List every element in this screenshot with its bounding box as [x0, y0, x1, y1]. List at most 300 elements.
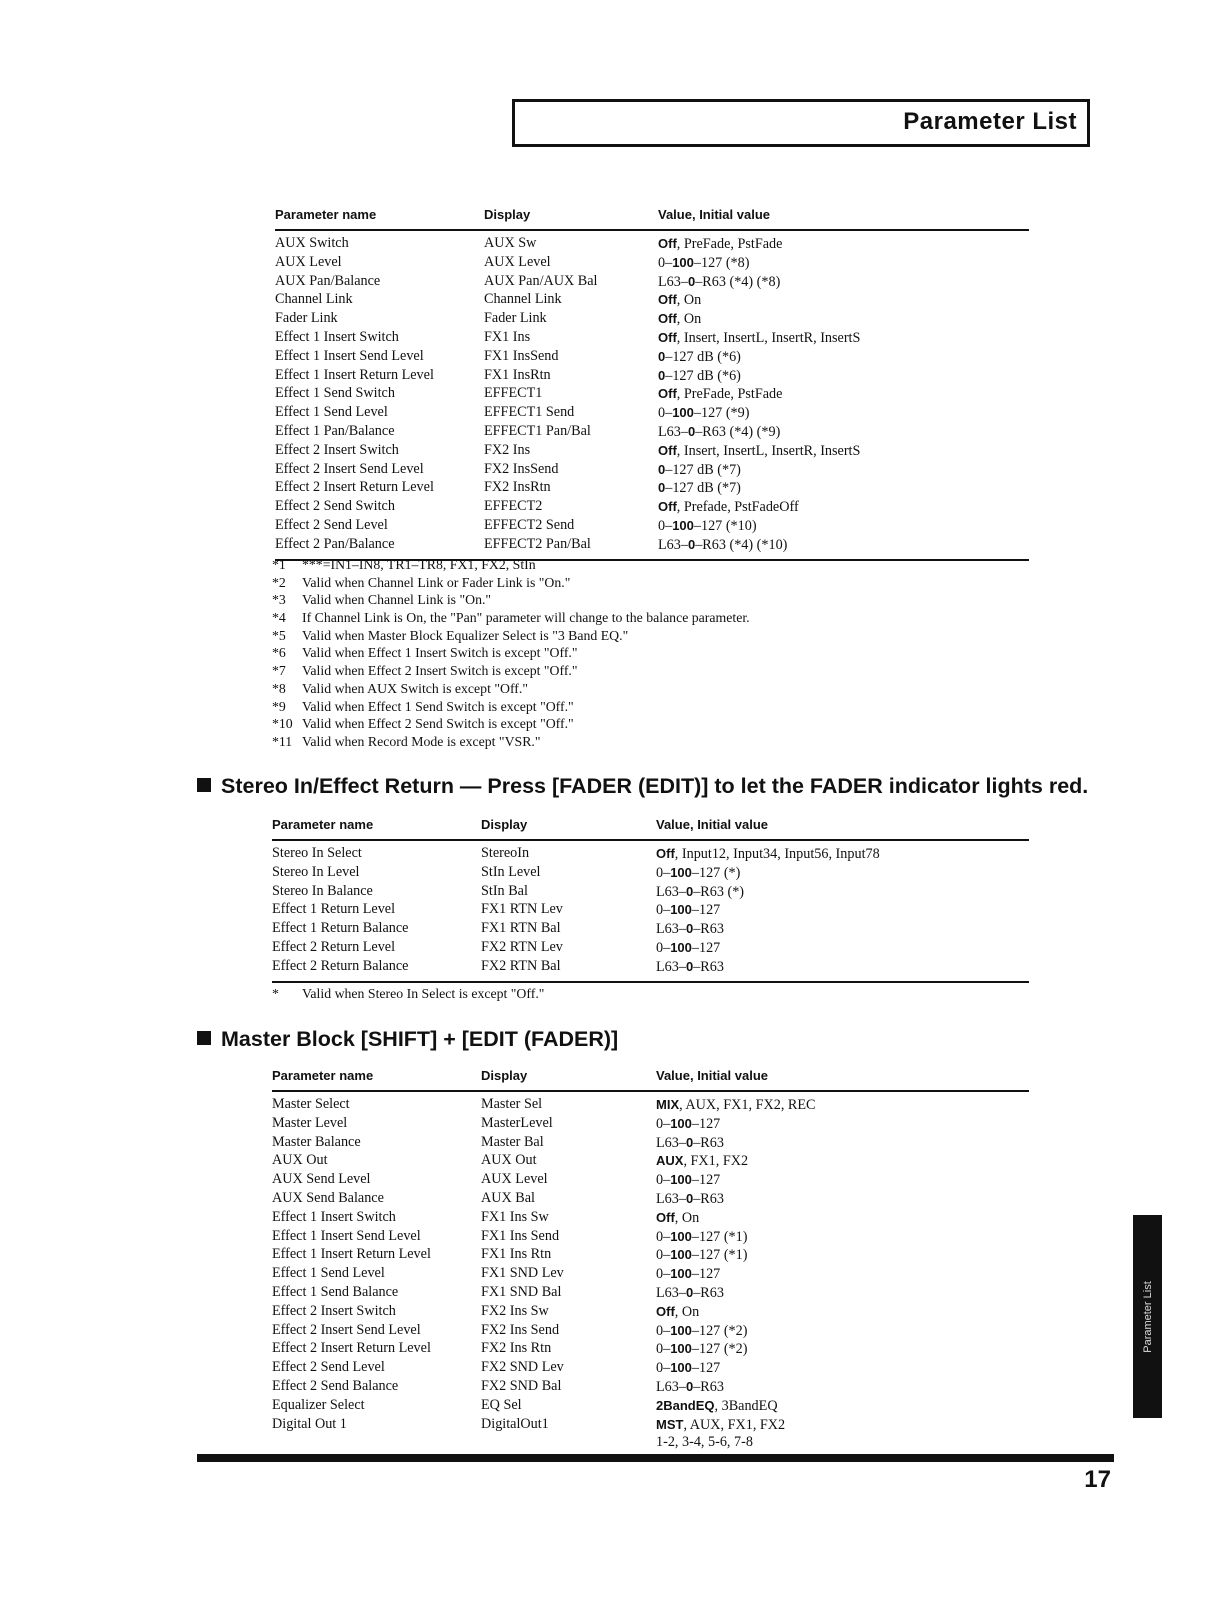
section-heading-text: Master Block [SHIFT] + [EDIT (FADER)]	[221, 1027, 619, 1051]
value-text: –R63	[693, 1378, 724, 1395]
footnote-text: If Channel Link is On, the "Pan" parameter will change to the balance parameter.	[302, 610, 750, 626]
parameter-name-cell: Effect 1 Send Level	[275, 404, 388, 421]
footnote-text: Valid when Effect 2 Send Switch is except "Off."	[302, 716, 574, 732]
header-box	[512, 99, 1090, 147]
value-cell	[658, 423, 1029, 442]
value-text: –R63 (*)	[693, 883, 745, 900]
table-row	[272, 1209, 1029, 1228]
parameter-name-cell: Effect 2 Send Balance	[272, 1377, 399, 1394]
parameter-name-cell: Stereo In Select	[272, 845, 362, 861]
parameter-name-cell: Effect 1 Insert Return Level	[275, 366, 434, 383]
value-text: , FX1, FX2	[683, 1153, 749, 1170]
footnote-marker: *6	[272, 645, 286, 661]
parameter-name-cell: Effect 1 Send Level	[272, 1265, 385, 1282]
parameter-name-cell: Effect 1 Insert Send Level	[272, 1227, 421, 1244]
value-text: 0–	[656, 1115, 671, 1132]
value-cell	[656, 1228, 1029, 1247]
footnote-marker: *1	[272, 557, 286, 572]
display-cell: FX1 RTN Lev	[481, 901, 563, 918]
value-cell	[656, 1091, 1029, 1115]
table-row	[272, 1152, 1029, 1171]
column-header-parameter-name: Parameter name	[272, 1067, 481, 1091]
display-cell: StIn Level	[481, 863, 541, 880]
table-row	[272, 958, 1029, 982]
footnotes-list	[272, 556, 750, 751]
initial-value: 100	[670, 1360, 692, 1376]
parameter-name-cell: Stereo In Balance	[272, 882, 373, 899]
footnote-text: Valid when Effect 1 Send Switch is except "Off."	[302, 698, 574, 714]
footnote	[272, 680, 750, 698]
display-cell: FX1 Ins Rtn	[481, 1246, 552, 1263]
footnote	[272, 662, 750, 680]
initial-value: 2BandEQ	[656, 1397, 715, 1413]
value-text: , Input12, Input34, Input56, Input78	[674, 846, 880, 862]
table-row	[272, 1303, 1029, 1322]
value-text: 0–	[656, 1360, 671, 1377]
initial-value: MIX	[656, 1097, 680, 1112]
footnote-text: Valid when Stereo In Select is except "Off."	[302, 986, 545, 1001]
parameter-name-cell: Effect 2 Return Level	[272, 938, 396, 955]
value-cell	[656, 1171, 1029, 1190]
parameter-name-cell: Digital Out 1	[272, 1415, 347, 1432]
value-text: , On	[674, 1209, 700, 1226]
display-cell: Master Sel	[481, 1096, 543, 1112]
table-row	[272, 920, 1029, 939]
value-cell	[656, 1152, 1029, 1171]
footnote-marker: *10	[272, 716, 293, 732]
display-cell: FX2 Ins	[484, 441, 531, 458]
value-cell	[656, 1359, 1029, 1378]
value-cell	[656, 1322, 1029, 1341]
value-text: , PreFade, PstFade	[676, 386, 783, 403]
value-text: 0–	[656, 1322, 671, 1339]
value-text: –R63	[693, 1134, 724, 1151]
footnote	[272, 733, 750, 751]
value-text: –127 (*1)	[691, 1228, 748, 1245]
parameter-name-cell: Effect 2 Send Switch	[275, 498, 395, 515]
table-row	[272, 1171, 1029, 1190]
parameter-name-cell: Effect 2 Insert Send Level	[275, 460, 424, 477]
initial-value: 0	[687, 536, 696, 552]
display-cell: FX1 Ins Sw	[481, 1208, 549, 1225]
table-row	[275, 291, 1029, 310]
initial-value: 0	[685, 1378, 694, 1394]
value-text: –127 dB (*6)	[665, 348, 741, 365]
table-row	[275, 461, 1029, 480]
side-tab-label: Parameter List	[1141, 1280, 1154, 1353]
value-text: –127 (*2)	[691, 1322, 748, 1339]
value-text: –127	[691, 902, 721, 919]
parameter-name-cell: Effect 1 Pan/Balance	[275, 422, 395, 439]
value-text: 0–	[656, 1247, 671, 1264]
value-cell	[656, 1265, 1029, 1284]
display-cell: Channel Link	[484, 291, 562, 308]
value-cell	[656, 1190, 1029, 1209]
initial-value: Off	[658, 311, 677, 327]
parameter-name-cell: Effect 1 Return Balance	[272, 920, 409, 937]
value-text: –127	[691, 1266, 721, 1283]
value-text: , Prefade, PstFadeOff	[676, 499, 799, 516]
column-header-parameter-name: Parameter name	[275, 206, 484, 230]
table-row	[272, 1246, 1029, 1265]
initial-value: 0	[658, 348, 666, 364]
parameter-name-cell: Effect 1 Insert Switch	[272, 1208, 396, 1225]
value-text: , AUX, FX1, FX2	[683, 1416, 786, 1433]
section-heading-master-block	[197, 1027, 618, 1052]
footnote-marker: *8	[272, 680, 286, 696]
parameter-name-cell: Effect 1 Send Balance	[272, 1283, 399, 1300]
value-cell	[656, 864, 1029, 883]
value-cell	[656, 1284, 1029, 1303]
table-row	[272, 1378, 1029, 1397]
parameter-name-cell: AUX Send Balance	[272, 1189, 384, 1206]
display-cell: AUX Out	[481, 1152, 537, 1169]
value-text: –127 (*10)	[693, 517, 757, 534]
initial-value: MST	[656, 1416, 684, 1432]
footnote-marker: *7	[272, 663, 286, 679]
display-cell: EFFECT2	[484, 498, 543, 515]
initial-value: 100	[670, 939, 692, 955]
value-cell	[656, 901, 1029, 920]
value-cell	[658, 329, 1029, 348]
value-text: –127 (*)	[691, 864, 741, 881]
display-cell: FX2 RTN Lev	[481, 938, 563, 955]
value-text: –R63	[693, 1190, 724, 1207]
parameter-name-cell: Effect 2 Send Level	[272, 1359, 385, 1376]
value-cell	[656, 958, 1029, 982]
initial-value: 100	[670, 1322, 692, 1338]
value-text: 0–	[656, 1266, 671, 1283]
table-row	[275, 367, 1029, 386]
parameter-name-cell: Equalizer Select	[272, 1396, 365, 1413]
table-row	[275, 348, 1029, 367]
initial-value: 100	[670, 864, 692, 880]
value-cell	[658, 498, 1029, 517]
table-row	[275, 442, 1029, 461]
parameter-name-cell: Channel Link	[275, 291, 353, 308]
display-cell: AUX Bal	[481, 1189, 535, 1206]
side-index-tab	[1133, 1215, 1162, 1418]
parameter-table-master-block	[272, 1067, 1029, 1456]
footnote	[272, 698, 750, 716]
display-cell: FX2 SND Bal	[481, 1377, 562, 1394]
footnote-marker: *	[272, 986, 279, 1001]
table-row	[272, 939, 1029, 958]
table-row	[272, 1190, 1029, 1209]
value-cell	[658, 367, 1029, 386]
table-row	[272, 1091, 1029, 1115]
value-cell	[656, 920, 1029, 939]
column-header-display: Display	[481, 1067, 656, 1091]
value-text: , Insert, InsertL, InsertR, InsertS	[676, 329, 861, 346]
value-text: –127 (*2)	[691, 1341, 748, 1358]
value-text: L63–	[658, 536, 688, 553]
value-text: L63–	[656, 921, 686, 938]
footnote-marker: *11	[272, 733, 293, 749]
value-cell	[656, 1340, 1029, 1359]
value-cell	[656, 1397, 1029, 1416]
table-row	[272, 1416, 1029, 1435]
initial-value: 100	[670, 902, 692, 918]
display-cell: StereoIn	[481, 845, 530, 861]
table-row	[272, 1434, 1029, 1456]
display-cell: FX1 SND Lev	[481, 1265, 564, 1282]
table-row	[275, 423, 1029, 442]
parameter-name-cell: Stereo In Level	[272, 863, 360, 880]
value-text: L63–	[656, 958, 686, 975]
display-cell: EFFECT2 Send	[484, 516, 575, 533]
page-title: Parameter List	[903, 108, 1077, 135]
parameter-name-cell: AUX Pan/Balance	[275, 272, 381, 289]
value-cell	[656, 840, 1029, 864]
initial-value: 100	[672, 405, 694, 421]
value-text: L63–	[656, 1284, 686, 1301]
column-header-value: Value, Initial value	[656, 1067, 1029, 1091]
table-row	[275, 385, 1029, 404]
value-text: L63–	[656, 1190, 686, 1207]
display-cell: FX1 SND Bal	[481, 1283, 562, 1300]
value-text: –127	[691, 939, 721, 956]
parameter-name-cell: Effect 1 Insert Switch	[275, 328, 399, 345]
value-text: –127	[691, 1172, 721, 1189]
table-row	[275, 498, 1029, 517]
value-cell	[656, 1209, 1029, 1228]
parameter-name-cell: Effect 1 Return Level	[272, 901, 396, 918]
value-text: –127 (*9)	[693, 405, 750, 422]
initial-value: Off	[658, 442, 677, 458]
column-header-parameter-name: Parameter name	[272, 816, 481, 840]
value-cell	[656, 883, 1029, 902]
table-row	[275, 479, 1029, 498]
initial-value: AUX	[656, 1153, 684, 1169]
value-text: 0–	[656, 864, 671, 881]
parameter-name-cell: Effect 2 Pan/Balance	[275, 535, 395, 552]
initial-value: 0	[687, 423, 696, 439]
footnote	[272, 985, 544, 1003]
value-text: –127 dB (*7)	[665, 461, 741, 478]
table-row	[272, 1359, 1029, 1378]
parameter-name-cell: AUX Out	[272, 1152, 328, 1169]
display-cell: FX1 Ins Send	[481, 1227, 560, 1244]
column-header-value: Value, Initial value	[656, 816, 1029, 840]
value-text: 0–	[656, 1172, 671, 1189]
display-cell: AUX Level	[484, 253, 551, 270]
initial-value: Off	[658, 329, 677, 345]
display-cell: FX2 Ins Rtn	[481, 1340, 552, 1357]
parameter-name-cell: Effect 2 Insert Switch	[272, 1302, 396, 1319]
parameter-name-cell: Master Select	[272, 1096, 350, 1112]
column-header-display: Display	[484, 206, 658, 230]
table-row	[272, 1397, 1029, 1416]
value-cell	[658, 404, 1029, 423]
footnote	[272, 644, 750, 662]
display-cell: AUX Level	[481, 1171, 548, 1188]
value-text: L63–	[656, 883, 686, 900]
display-cell: FX1 InsRtn	[484, 366, 551, 383]
display-cell: EFFECT1 Send	[484, 404, 575, 421]
initial-value: 0	[658, 367, 666, 383]
value-text: 0–	[656, 1228, 671, 1245]
value-text: –127	[691, 1360, 721, 1377]
initial-value: Off	[656, 846, 675, 861]
display-cell: AUX Sw	[484, 235, 537, 251]
value-cell	[656, 1246, 1029, 1265]
footnote	[272, 574, 750, 592]
value-cell	[658, 291, 1029, 310]
display-cell	[481, 1434, 656, 1456]
footnote-text: Valid when Effect 2 Insert Switch is except "Off."	[302, 663, 578, 679]
stereo-in-footnote	[272, 985, 544, 1003]
footnote-marker: *9	[272, 698, 286, 714]
initial-value: Off	[658, 292, 677, 308]
value-text: L63–	[658, 273, 688, 290]
value-text: –R63	[693, 958, 724, 975]
display-cell: FX1 RTN Bal	[481, 920, 561, 937]
value-text: –127 dB (*7)	[665, 480, 741, 497]
value-cell	[658, 442, 1029, 461]
display-cell: EFFECT2 Pan/Bal	[484, 535, 591, 552]
value-cell	[656, 1134, 1029, 1153]
footnote-text: Valid when Master Block Equalizer Select is "3 Band EQ."	[302, 627, 629, 643]
footnote-text: Valid when Channel Link or Fader Link is "On."	[302, 574, 571, 590]
value-cell	[656, 1303, 1029, 1322]
table-row	[275, 230, 1029, 254]
parameter-name-cell: Effect 2 Return Balance	[272, 957, 409, 974]
column-header-display: Display	[481, 816, 656, 840]
table-row	[272, 1322, 1029, 1341]
parameter-name-cell: Fader Link	[275, 310, 338, 327]
initial-value: Off	[656, 1209, 675, 1225]
table-row	[275, 254, 1029, 273]
initial-value: 0	[685, 1284, 694, 1300]
value-cell	[658, 348, 1029, 367]
footnote-text: Valid when Effect 1 Insert Switch is except "Off."	[302, 645, 578, 661]
initial-value: 100	[670, 1341, 692, 1357]
value-cell	[658, 310, 1029, 329]
initial-value: Off	[658, 386, 677, 402]
value-text: , On	[676, 292, 702, 309]
value-cell	[658, 517, 1029, 536]
table-row	[275, 329, 1029, 348]
parameter-name-cell: AUX Switch	[275, 235, 349, 251]
display-cell: MasterLevel	[481, 1114, 553, 1131]
parameter-name-cell: Effect 2 Insert Return Level	[275, 479, 434, 496]
table-row	[272, 1115, 1029, 1134]
value-text: –R63 (*4) (*8)	[695, 273, 781, 290]
table-row	[272, 1265, 1029, 1284]
display-cell: EFFECT1 Pan/Bal	[484, 422, 591, 439]
value-text: 0–	[656, 902, 671, 919]
table-row	[272, 901, 1029, 920]
footnote-text: Valid when Record Mode is except "VSR."	[302, 733, 541, 749]
table-row	[275, 404, 1029, 423]
display-cell: FX2 InsSend	[484, 460, 559, 477]
display-cell: FX2 RTN Bal	[481, 957, 561, 974]
parameter-name-cell: Effect 2 Send Level	[275, 516, 388, 533]
footnote	[272, 715, 750, 733]
display-cell: Fader Link	[484, 310, 547, 327]
initial-value: 100	[670, 1247, 692, 1263]
section-heading-text: Stereo In/Effect Return — Press [FADER (EDIT)] to let the FADER indicator lights red.	[221, 774, 1089, 798]
section-heading-stereo-in	[197, 774, 1088, 799]
footnote	[272, 591, 750, 609]
table-row	[272, 1134, 1029, 1153]
value-text: , PreFade, PstFade	[676, 236, 783, 252]
value-cell	[658, 230, 1029, 254]
value-cell	[656, 1416, 1029, 1435]
table-row	[272, 1228, 1029, 1247]
display-cell: FX2 InsRtn	[484, 479, 551, 496]
value-cell	[658, 479, 1029, 498]
value-cell	[658, 461, 1029, 480]
value-text: –R63	[693, 921, 724, 938]
initial-value: 100	[672, 517, 694, 533]
initial-value: 100	[670, 1228, 692, 1244]
value-cell	[656, 1378, 1029, 1397]
display-cell: StIn Bal	[481, 882, 528, 899]
value-text: , On	[674, 1303, 700, 1320]
parameter-name-cell: Master Balance	[272, 1133, 361, 1150]
display-cell: EFFECT1	[484, 385, 543, 402]
parameter-name-cell: Effect 2 Insert Switch	[275, 441, 399, 458]
table-row	[272, 1340, 1029, 1359]
initial-value: Off	[658, 236, 677, 251]
table-row	[272, 840, 1029, 864]
bullet-square-icon	[197, 1031, 211, 1045]
footnote	[272, 627, 750, 645]
value-text: , On	[676, 311, 702, 328]
value-text: –R63	[693, 1284, 724, 1301]
initial-value: 0	[685, 1190, 694, 1206]
value-text: L63–	[658, 423, 688, 440]
bullet-square-icon	[197, 778, 211, 792]
value-cell	[656, 1115, 1029, 1134]
value-text: –127	[691, 1115, 721, 1132]
initial-value: Off	[658, 499, 677, 515]
value-cell	[658, 273, 1029, 292]
value-text: 0–	[656, 939, 671, 956]
value-cell	[658, 385, 1029, 404]
initial-value: 0	[687, 273, 696, 289]
value-text: –127 dB (*6)	[665, 367, 741, 384]
display-cell: FX1 InsSend	[484, 347, 559, 364]
display-cell: FX2 Ins Send	[481, 1321, 560, 1338]
display-cell: FX2 SND Lev	[481, 1359, 564, 1376]
parameter-name-cell: Effect 1 Insert Return Level	[272, 1246, 431, 1263]
initial-value: 0	[685, 883, 694, 899]
table-row	[272, 883, 1029, 902]
table-row	[272, 864, 1029, 883]
page-bottom-rule	[197, 1454, 1114, 1462]
value-text: 1-2, 3-4, 5-6, 7-8	[656, 1434, 753, 1451]
display-cell: FX2 Ins Sw	[481, 1302, 549, 1319]
parameter-name-cell: AUX Send Level	[272, 1171, 371, 1188]
footnote-text: ***=IN1–IN8, TR1–TR8, FX1, FX2, StIn	[302, 557, 536, 572]
value-cell	[656, 939, 1029, 958]
value-text: L63–	[656, 1378, 686, 1395]
footnote	[272, 609, 750, 627]
initial-value: 0	[685, 958, 694, 974]
value-text: 0–	[658, 254, 673, 271]
value-text: , 3BandEQ	[714, 1397, 778, 1414]
initial-value: 0	[658, 461, 666, 477]
parameter-name-cell: Effect 1 Send Switch	[275, 385, 395, 402]
initial-value: 100	[670, 1115, 692, 1131]
footnote-marker: *5	[272, 627, 286, 643]
initial-value: 100	[672, 254, 694, 270]
initial-value: 0	[685, 921, 694, 937]
parameter-name-cell: Effect 2 Insert Return Level	[272, 1340, 431, 1357]
